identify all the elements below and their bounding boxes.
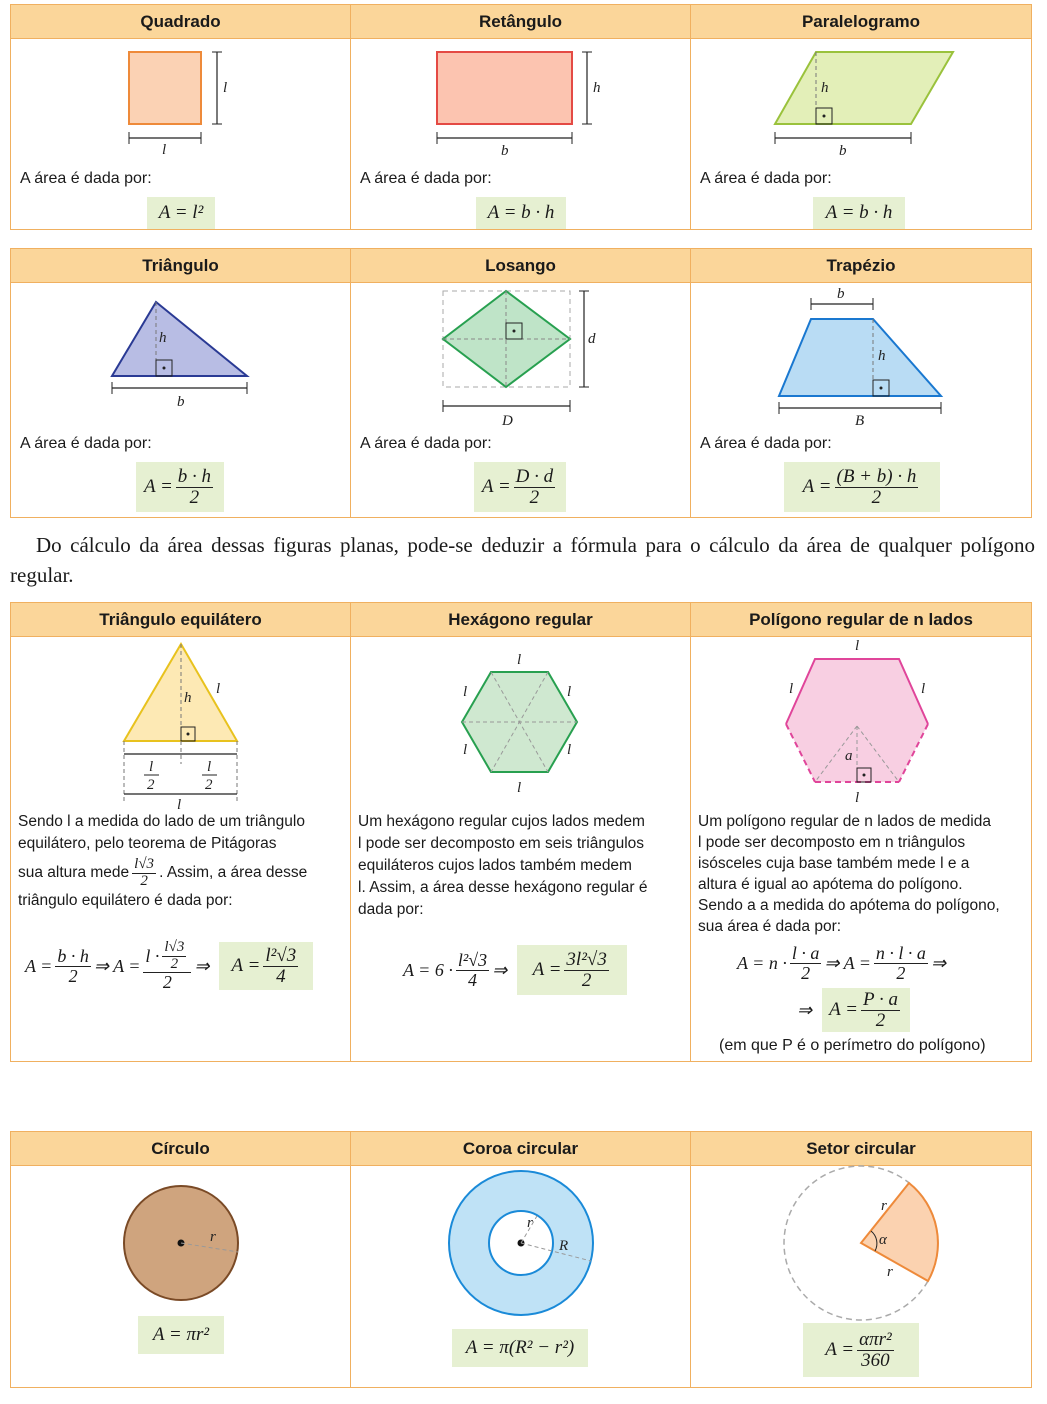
rect-base-label: b (501, 143, 509, 159)
table-more-shapes (10, 248, 1032, 518)
equilateral-derivation: A = $\frac{b \cdot h}{2}$ ⇒ A = l · $\frac{l√3}{2}$ 2 ⇒ A = $\frac{\text{l²√3}}{4}$ (25, 936, 313, 996)
hexagon-result: A = $\frac{\text{3l²√3}}{2}$ (517, 945, 627, 995)
area-label: A área é dada por: (360, 435, 492, 452)
cell-equilateral (11, 636, 351, 1061)
sector-radius-label-top: r (881, 1198, 887, 1214)
poly-apothem-label: a (845, 748, 853, 764)
rhombus-major-label: D (502, 413, 513, 429)
cell-annulus (351, 1165, 691, 1387)
parallelogram-shape (775, 52, 953, 124)
hex-side-label-br: l (567, 742, 572, 758)
square-shape (129, 52, 201, 124)
poly-side-label-right: l (921, 681, 926, 697)
triangle-formula: A = $\frac{b \cdot h}{2}$ (136, 462, 224, 512)
rectangle-formula: A = b · h (476, 197, 566, 229)
eq-side-label: l (216, 681, 221, 697)
square-formula: A = l² (147, 197, 215, 229)
header-polygon: Polígono regular de n lados (691, 603, 1031, 637)
polygon-derivation-line1: A = n · $\frac{l \cdot a}{2}$ ⇒ A = $\frac{n \cdot l \cdot a}{2}$ ⇒ (737, 942, 947, 983)
cell-trapezoid (691, 282, 1031, 517)
eq-half-num-right: l (207, 759, 212, 775)
equilateral-result: A = $\frac{\text{l²√3}}{4}$ (219, 942, 313, 990)
header-trapezoid: Trapézio (691, 249, 1031, 283)
hex-side-label-top: l (517, 652, 522, 668)
polygon-description: Um polígono regular de n lados de medida l pode ser decomposto em n triângulos isósceles cuja base também mede l e a altura é igual ao apótema do polígono. Sendo a a medida do apótema do polígono, sua área é dada por: (698, 813, 1000, 935)
rhombus-formula: A = $\frac{D \cdot d}{2}$ (474, 462, 566, 512)
eq-base-label: l (177, 797, 182, 811)
hexagon-description: Um hexágono regular cujos lados medem l pode ser decomposto em seis triângulos equiláteros cujos lados também medem l. Assim, a área desse hexágono regular é dada por: (358, 813, 648, 918)
square-side-label-bottom: l (162, 142, 167, 158)
cell-sector (691, 1165, 1031, 1387)
polygon-note: (em que P é o perímetro do polígono) (719, 1037, 986, 1054)
area-label: A área é dada por: (700, 435, 832, 452)
triangle-base-label: b (177, 394, 185, 410)
header-circle: Círculo (11, 1132, 351, 1166)
sector-angle-label: α (879, 1232, 887, 1248)
eq-half-num-left: l (149, 759, 154, 775)
sector-radius-label-bottom: r (887, 1264, 893, 1280)
area-label: A área é dada por: (20, 435, 152, 452)
trapezoid-height-label: h (878, 348, 886, 364)
sector-formula: A = $\frac{\text{απr²}}{360}$ (803, 1323, 919, 1377)
cell-rectangle (351, 38, 691, 229)
cell-circle (11, 1165, 351, 1387)
header-equilateral: Triângulo equilátero (11, 603, 351, 637)
hex-side-label-bottom: l (517, 780, 522, 796)
trapezoid-shape (779, 319, 941, 396)
cell-polygon (691, 636, 1031, 1061)
triangle-height-label: h (159, 330, 167, 346)
cell-rhombus (351, 282, 691, 517)
annulus-inner-label: r (527, 1215, 533, 1231)
polygon-result: A = $\frac{P \cdot a}{2}$ (822, 988, 910, 1032)
header-hexagon: Hexágono regular (351, 603, 691, 637)
triangle-shape (112, 302, 247, 376)
parallelogram-formula: A = b · h (813, 197, 905, 229)
hex-side-label-bl: l (463, 742, 468, 758)
polygon-figure (691, 636, 1031, 811)
eq-half-den-left: 2 (147, 777, 155, 793)
cell-hexagon (351, 636, 691, 1061)
circle-radius-label: r (210, 1229, 216, 1245)
cell-square (11, 38, 351, 229)
hexagon-derivation: A = 6 · $\frac{\text{l²√3}}{4}$ ⇒ A = $\frac{\text{3l²√3}}{2}$ (403, 942, 627, 998)
header-sector: Setor circular (691, 1132, 1031, 1166)
area-label: A área é dada por: (20, 170, 152, 187)
header-square: Quadrado (11, 5, 351, 39)
para-base-label: b (839, 143, 847, 159)
annulus-formula: A = π(R² − r²) (452, 1329, 588, 1367)
area-label: A área é dada por: (700, 170, 832, 187)
rhombus-minor-label: d (588, 331, 596, 347)
header-triangle: Triângulo (11, 249, 351, 283)
intro-paragraph: Do cálculo da área dessas figuras planas, pode-se deduzir a fórmula para o cálculo da área de qualquer polígono regular. (10, 533, 1035, 587)
table-circles (10, 1131, 1032, 1388)
trapezoid-bottom-label: B (855, 413, 865, 429)
equilateral-description: Sendo l a medida do lado de um triângulo equilátero, pelo teorema de Pitágoras sua altura mede $\frac{l√3}{2}$ . Assim, a área desse triângulo equilátero é dada por: (18, 813, 308, 909)
header-parallelogram: Paralelogramo (691, 5, 1031, 39)
polygon-derivation-line2: ⇒ A = $\frac{P \cdot a}{2}$ (797, 988, 910, 1032)
table-basic-shapes (10, 4, 1032, 230)
header-rectangle: Retângulo (351, 5, 691, 39)
trapezoid-formula: A = $\frac{(B + b) \cdot h}{2}$ (784, 462, 940, 512)
header-annulus: Coroa circular (351, 1132, 691, 1166)
poly-side-label-left: l (789, 681, 794, 697)
header-rhombus: Losango (351, 249, 691, 283)
table-regular-polygons (10, 602, 1032, 1062)
eq-height-label: h (184, 690, 192, 706)
hex-side-label-tl: l (463, 684, 468, 700)
rect-height-label: h (593, 80, 601, 96)
eq-half-den-right: 2 (205, 777, 213, 793)
equilateral-figure (11, 636, 351, 811)
poly-side-label-top: l (855, 638, 860, 654)
area-label: A área é dada por: (360, 170, 492, 187)
poly-side-label-bottom: l (855, 790, 860, 806)
square-side-label-right: l (223, 80, 228, 96)
hex-side-label-tr: l (567, 684, 572, 700)
hexagon-figure (351, 636, 691, 811)
circle-formula: A = πr² (138, 1316, 224, 1354)
cell-parallelogram (691, 38, 1031, 229)
annulus-outer-label: R (559, 1238, 569, 1254)
para-height-label: h (821, 80, 829, 96)
trapezoid-top-label: b (837, 286, 845, 302)
cell-triangle (11, 282, 351, 517)
rectangle-shape (437, 52, 572, 124)
